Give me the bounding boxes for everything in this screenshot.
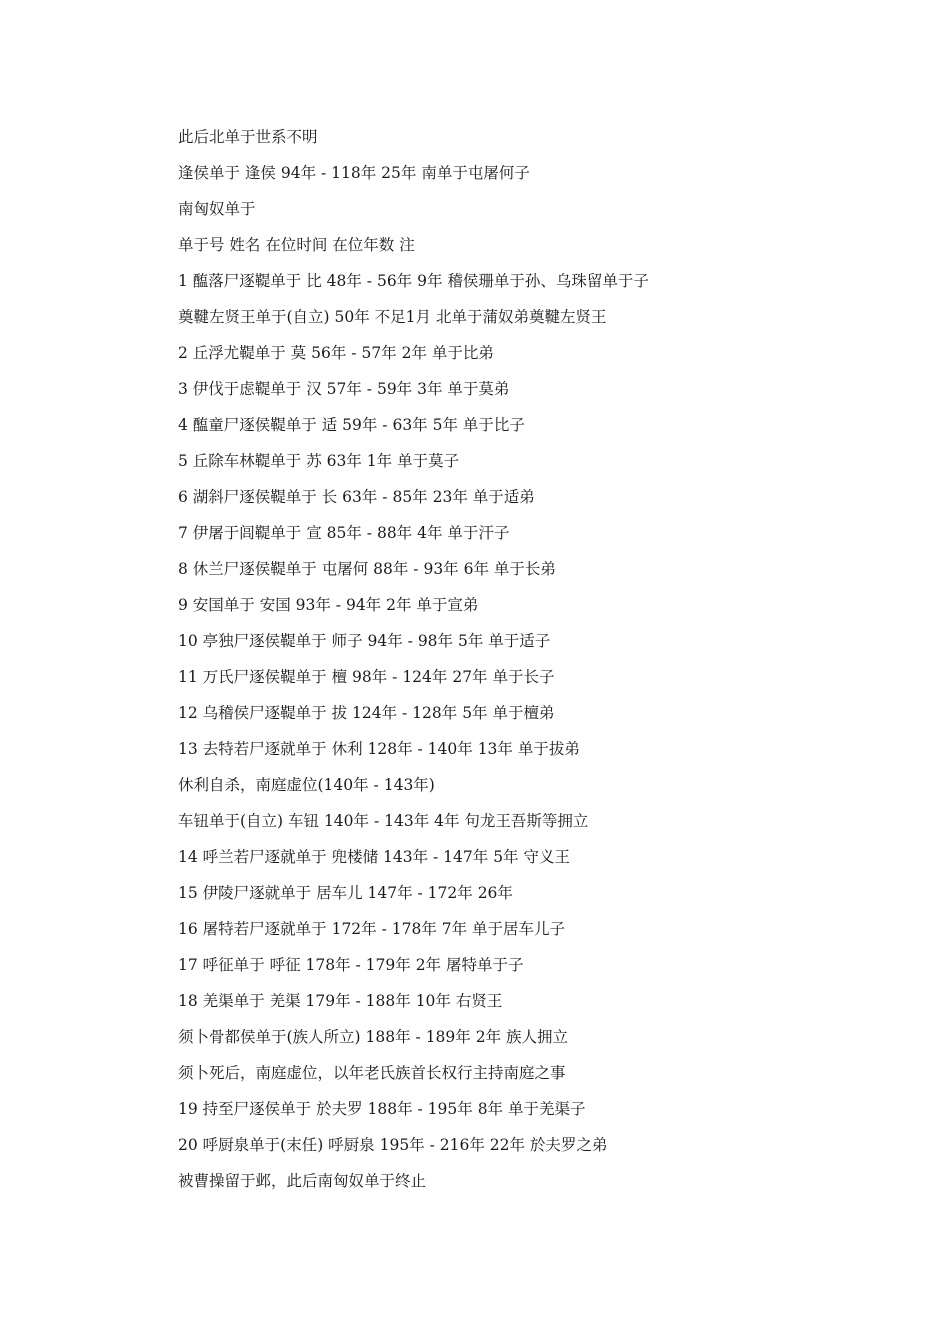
table-row: 11 万氏尸逐侯鞮单于 檀 98年 - 124年 27年 单于长子 (178, 668, 555, 686)
table-row: 6 湖斜尸逐侯鞮单于 长 63年 - 85年 23年 单于适弟 (178, 488, 535, 506)
table-row: 2 丘浮尤鞮单于 莫 56年 - 57年 2年 单于比弟 (178, 344, 494, 362)
table-row: 3 伊伐于虑鞮单于 汉 57年 - 59年 3年 单于莫弟 (178, 380, 510, 398)
text-line: 须卜死后，南庭虚位，以年老氏族首长权行主持南庭之事 (178, 1064, 566, 1082)
text-line: 逢侯单于 逢侯 94年 - 118年 25年 南单于屯屠何子 (178, 164, 530, 182)
document-body (178, 126, 898, 1206)
table-row: 14 呼兰若尸逐就单于 兜楼储 143年 - 147年 5年 守义王 (178, 848, 570, 866)
table-row: 17 呼征单于 呼征 178年 - 179年 2年 屠特单于子 (178, 956, 524, 974)
section-heading: 南匈奴单于 (178, 200, 256, 218)
table-row: 18 羌渠单于 羌渠 179年 - 188年 10年 右贤王 (178, 992, 503, 1010)
text-line: 此后北单于世系不明 (178, 128, 318, 146)
table-row: 5 丘除车林鞮单于 苏 63年 1年 单于莫子 (178, 452, 460, 470)
table-row: 8 休兰尸逐侯鞮单于 屯屠何 88年 - 93年 6年 单于长弟 (178, 560, 556, 578)
table-row: 16 屠特若尸逐就单于 172年 - 178年 7年 单于居车儿子 (178, 920, 566, 938)
table-row: 20 呼厨泉单于(末任) 呼厨泉 195年 - 216年 22年 於夫罗之弟 (178, 1136, 608, 1154)
table-row: 9 安国单于 安国 93年 - 94年 2年 单于宣弟 (178, 596, 479, 614)
table-row: 15 伊陵尸逐就单于 居车儿 147年 - 172年 26年 (178, 884, 513, 902)
table-row: 车钮单于(自立) 车钮 140年 - 143年 4年 句龙王吾斯等拥立 (178, 812, 589, 830)
table-row: 12 乌稽侯尸逐鞮单于 拔 124年 - 128年 5年 单于檀弟 (178, 704, 555, 722)
text-line: 休利自杀，南庭虚位(140年 - 143年) (178, 776, 435, 794)
table-header-line: 单于号 姓名 在位时间 在位年数 注 (178, 236, 415, 254)
table-row: 10 亭独尸逐侯鞮单于 师子 94年 - 98年 5年 单于适子 (178, 632, 551, 650)
table-row: 13 去特若尸逐就单于 休利 128年 - 140年 13年 单于拔弟 (178, 740, 580, 758)
table-row: 7 伊屠于闾鞮单于 宣 85年 - 88年 4年 单于汗子 (178, 524, 510, 542)
table-row: 19 持至尸逐侯单于 於夫罗 188年 - 195年 8年 单于羌渠子 (178, 1100, 586, 1118)
table-row: 4 醢童尸逐侯鞮单于 适 59年 - 63年 5年 单于比子 (178, 416, 525, 434)
text-line: 被曹操留于邺，此后南匈奴单于终止 (178, 1172, 427, 1190)
table-row: 1 醢落尸逐鞮单于 比 48年 - 56年 9年 稽侯珊单于孙、乌珠留单于子 (178, 272, 649, 290)
table-row: 奠鞬左贤王单于(自立) 50年 不足1月 北单于蒲奴弟奠鞬左贤王 (178, 308, 607, 326)
table-row: 须卜骨都侯单于(族人所立) 188年 - 189年 2年 族人拥立 (178, 1028, 568, 1046)
